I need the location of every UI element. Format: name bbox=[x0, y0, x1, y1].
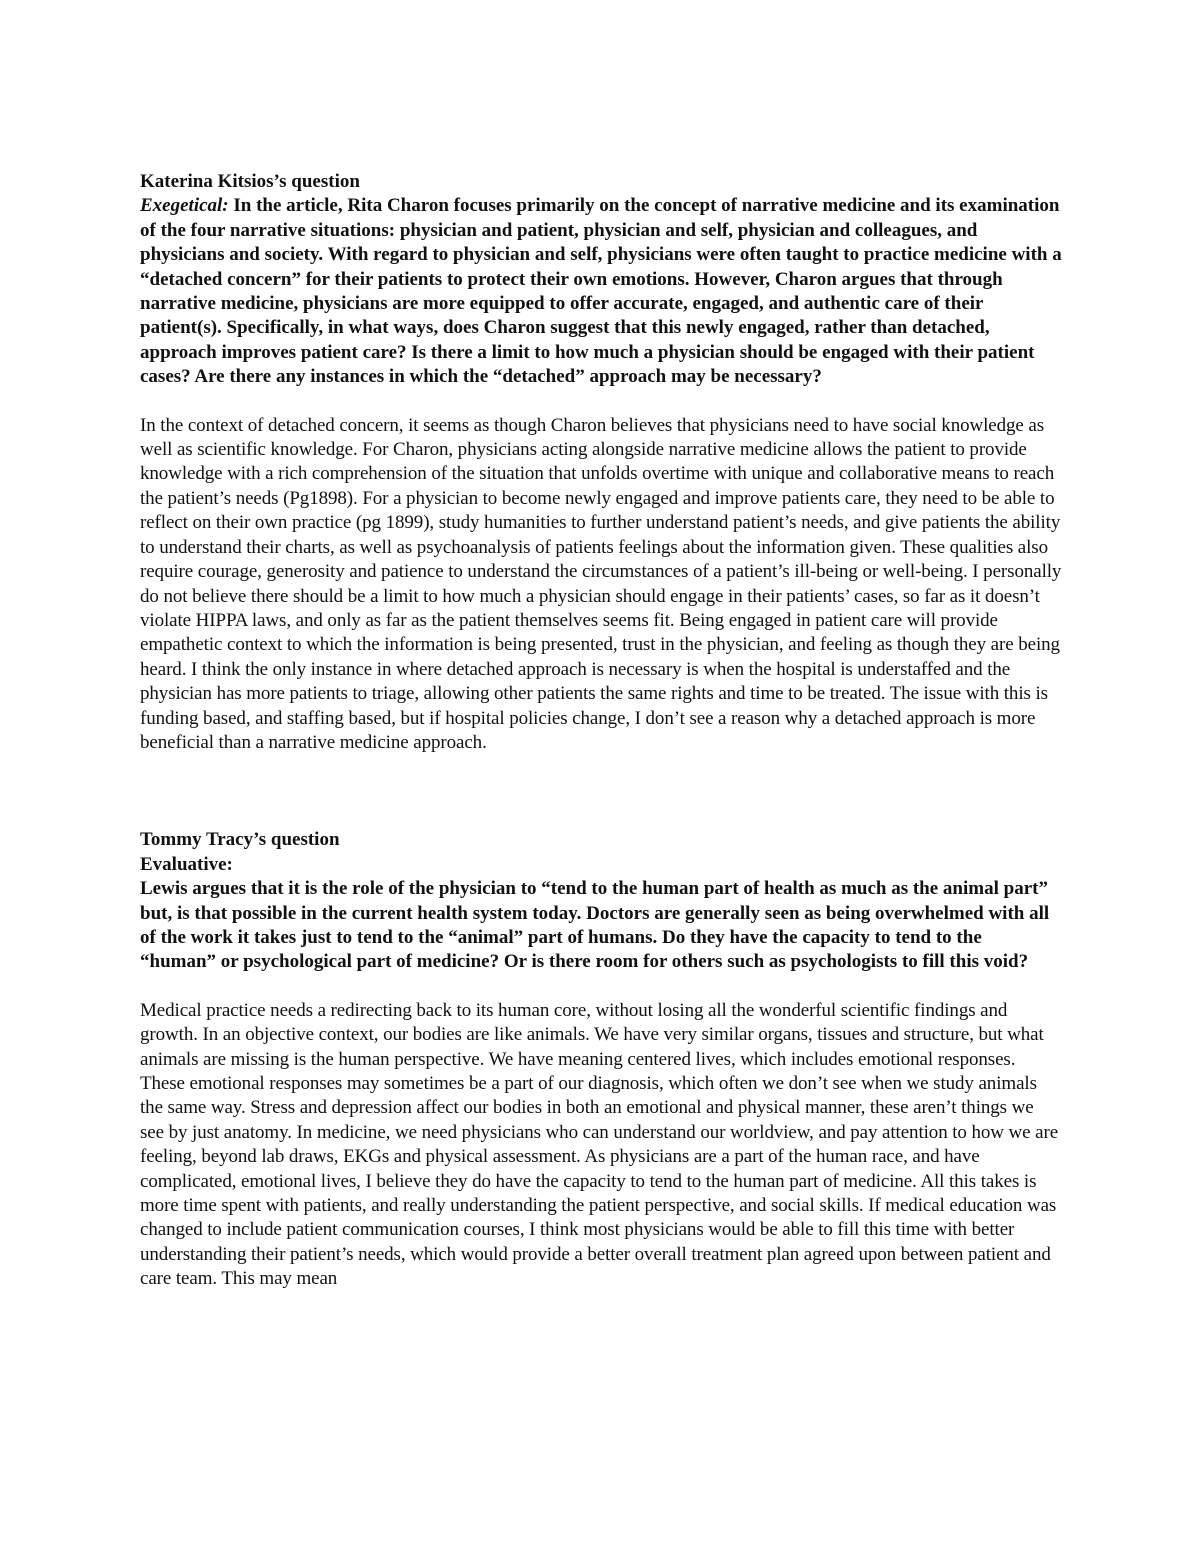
answer-paragraph: Medical practice needs a redirecting back to its human core, without losing all the wonderful scientific findings and growth. In an objective context, our bodies are like animals. We have very similar organs, tissues and structure, but what animals are missing is the human perspective. We have meaning centered lives, which includes emotional responses. These emotional responses may sometimes be a part of our diagnosis, which often we don’t see when we study animals the same way. Stress and depression affect our bodies in both an emotional and physical manner, these aren’t things we see by just anatomy. In medicine, we need physicians who can understand our worldview, and pay attention to how we are feeling, beyond lab draws, EKGs and physical assessment. As physicians are a part of the human race, and have complicated, emotional lives, I believe they do have the capacity to tend to the human part of medicine. All this takes is more time spent with patients, and really understanding the patient perspective, and social skills. If medical education was changed to include patient communication courses, I think most physicians would be able to fill this time with better understanding their patient’s needs, which would provide a better overall treatment plan agreed upon between patient and care team. This may mean bbox=[140, 999, 1059, 1290]
answer-paragraph: In the context of detached concern, it seems as though Charon believes that physicians need to have social knowledge as well as scientific knowledge. For Charon, physicians acting alongside narrative medicine allows the patient to provide knowledge with a rich comprehension of the situation that unfolds overtime with unique and collaborative means to reach the patient’s needs (Pg1898). For a physician to become newly engaged and improve patients care, they need to be able to reflect on their own practice (pg 1899), study humanities to further understand patient’s needs, and give patients the ability to understand their charts, as well as psychoanalysis of patients feelings about the information given. These qualities also require courage, generosity and patience to understand the circumstances of a patient’s ill-being or well-being. I personally do not believe there should be a limit to how much a physician should engage in their patients’ cases, so far as it doesn’t violate HIPPA laws, and only as far as the patient themselves seems fit. Being engaged in patient care will provide empathetic context to which the information is being presented, trust in the physician, and feeling as though they are being heard. I think the only instance in where detached approach is necessary is when the hospital is understaffed and the physician has more patients to triage, allowing other patients the same rights and time to be treated. The issue with this is funding based, and staffing based, but if hospital policies change, I don’t see a reason why a detached approach is more beneficial than a narrative medicine approach. bbox=[140, 414, 1062, 753]
question-prompt: Lewis argues that it is the role of the physician to “tend to the human part of health as much as the animal part” but, is that possible in the current health system today. Doctors are generally seen as being overwhelmed with all of the work it takes just to tend to the “animal” part of humans. Do they have the capacity to tend to the “human” or psychological part of medicine? Or is there room for others such as psychologists to fill this void? bbox=[140, 878, 1050, 973]
document-body bbox=[140, 170, 1062, 1292]
question-text bbox=[140, 194, 1062, 389]
question-section-kitsios bbox=[140, 170, 1062, 755]
question-section-tracy bbox=[140, 828, 1062, 1291]
question-type-label: Evaluative: bbox=[140, 853, 233, 875]
section-spacer bbox=[140, 755, 1062, 828]
question-author-heading: Tommy Tracy’s question bbox=[140, 829, 340, 851]
question-prompt: In the article, Rita Charon focuses primarily on the concept of narrative medicine and its examination of the four narrative situations: physician and patient, physician and self, physician and colleagues, and physicians and society. With regard to physician and self, physicians were often taught to practice medicine with a “detached concern” for their patients to protect their own emotions. However, Charon argues that through narrative medicine, physicians are more equipped to offer accurate, engaged, and authentic care of their patient(s). Specifically, in what ways, does Charon suggest that this newly engaged, rather than detached, approach improves patient care? Is there a limit to how much a physician should be engaged with their patient cases? Are there any instances in which the “detached” approach may be necessary? bbox=[140, 195, 1062, 388]
question-author-heading: Katerina Kitsios’s question bbox=[140, 171, 360, 192]
question-type-label: Exegetical: bbox=[140, 195, 229, 217]
